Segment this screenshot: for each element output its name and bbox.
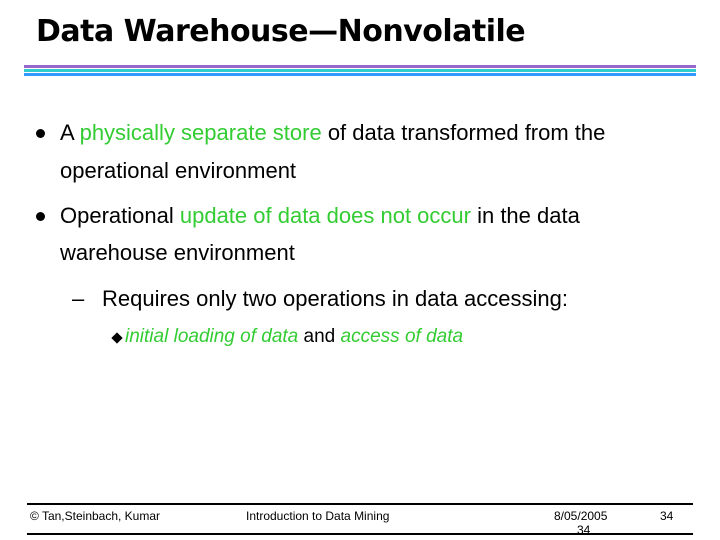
bullet-2-highlight: update of data does not occur xyxy=(179,203,471,228)
footer-date: 8/05/2005 xyxy=(554,509,608,523)
bullet-1-pre: A xyxy=(60,120,80,145)
footer-page-number: 34 xyxy=(660,509,674,523)
title-rule-teal xyxy=(24,69,696,72)
bullet-dot-1 xyxy=(36,129,45,138)
bullet-2-line-1 xyxy=(60,196,580,236)
footer-copyright: © Tan,Steinbach, Kumar xyxy=(30,509,161,523)
sub-sub-access: access of data xyxy=(340,326,464,347)
bullet-dot-2 xyxy=(36,212,45,221)
footer-page-small: 34 xyxy=(577,523,591,537)
slide-title: Data Warehouse—Nonvolatile xyxy=(36,14,526,49)
bullet-2-post: in the data xyxy=(470,203,580,228)
bullet-1-line-1 xyxy=(60,113,605,153)
sub-bullet-text: Requires only two operations in data accessing: xyxy=(102,286,568,311)
sub-sub-loading: loading of data xyxy=(168,326,299,347)
bullet-1-highlight: physically separate store xyxy=(79,120,322,145)
bullet-1-line-2: operational environment xyxy=(60,158,297,183)
sub-sub-bullet-text xyxy=(125,326,463,348)
footer-course: Introduction to Data Mining xyxy=(246,509,390,523)
sub-bullet-dash: – xyxy=(72,286,85,311)
sub-sub-and: and xyxy=(298,326,341,347)
title-rule-purple xyxy=(24,65,696,68)
bullet-2-line-2: warehouse environment xyxy=(60,240,295,265)
title-rule-blue xyxy=(24,73,696,76)
bullet-1-post: of data transformed from the xyxy=(321,120,606,145)
sub-sub-initial: initial xyxy=(125,326,169,347)
diamond-bullet-icon xyxy=(111,332,122,343)
bullet-2-pre: Operational xyxy=(60,203,180,228)
